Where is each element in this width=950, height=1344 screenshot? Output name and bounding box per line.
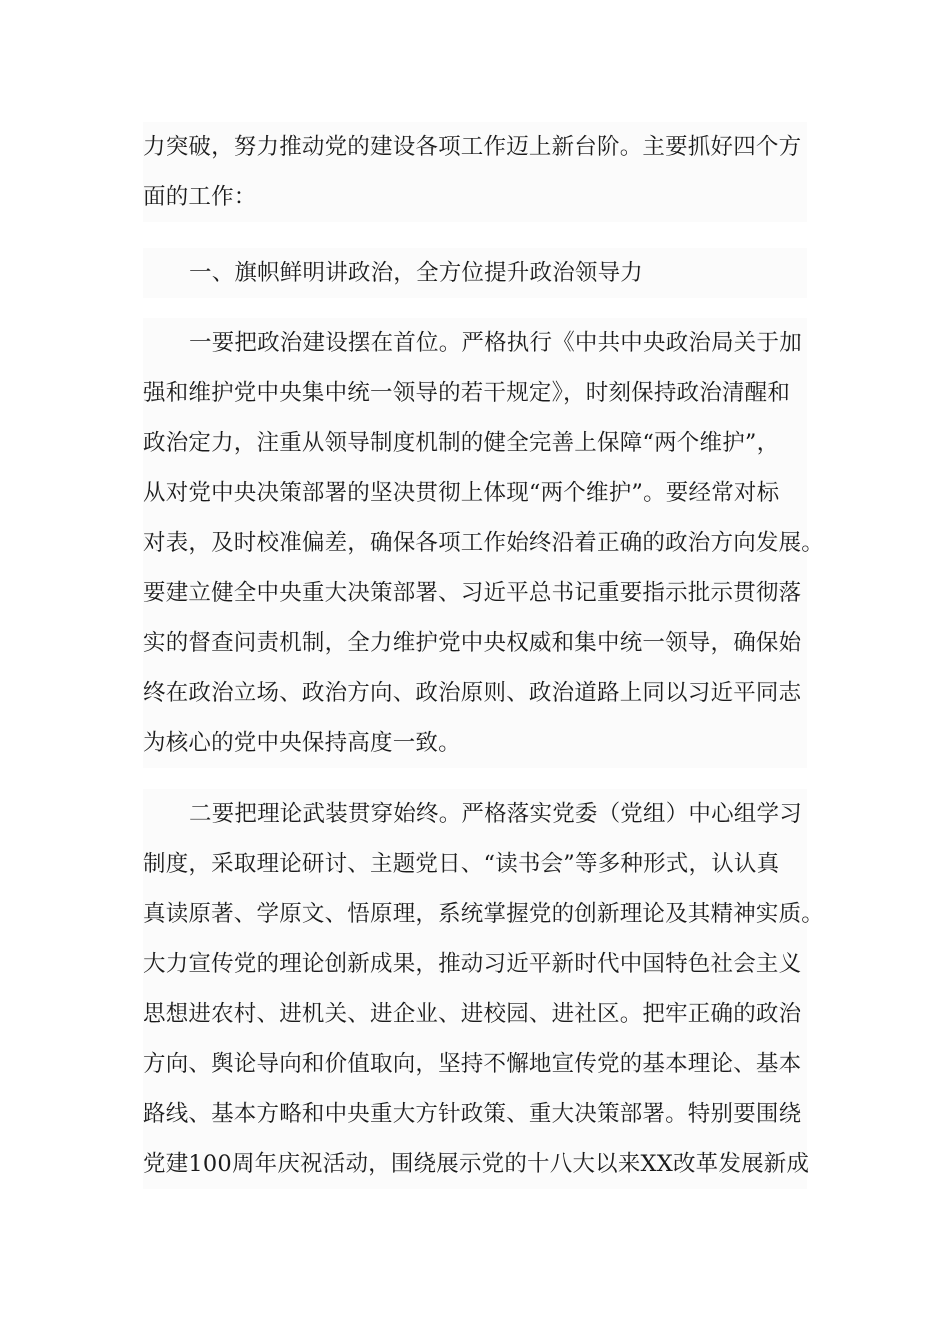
paragraph-political-building [143,318,825,768]
paragraph-line: 为核心的党中央保持高度一致。 [143,730,461,756]
paragraph-line: 方向、舆论导向和价值取向，坚持不懈地宣传党的基本理论、基本 [143,1051,802,1077]
paragraph-line: 思想进农村、进机关、进企业、进校园、进社区。把牢正确的政治 [143,1001,802,1027]
paragraph-theory-arming [143,789,825,1189]
continuation-paragraph [143,122,807,222]
paragraph-line: 党建100周年庆祝活动，围绕展示党的十八大以来XX改革发展新成 [143,1151,810,1177]
paragraph-line: 面的工作： [143,184,257,210]
paragraph-line: 强和维护党中央集中统一领导的若干规定》，时刻保持政治清醒和 [143,380,791,406]
paragraph-line: 政治定力，注重从领导制度机制的健全完善上保障“两个维护”， [143,430,780,456]
section-heading [143,248,807,298]
paragraph-line: 一要把政治建设摆在首位。严格执行《中共中央政治局关于加 [189,330,802,356]
paragraph-line: 从对党中央决策部署的坚决贯彻上体现“两个维护”。要经常对标 [143,480,780,506]
paragraph-line: 制度，采取理论研讨、主题党日、“读书会”等多种形式，认认真 [143,851,780,877]
paragraph-line: 力突破，努力推动党的建设各项工作迈上新台阶。主要抓好四个方 [143,134,802,160]
paragraph-line: 路线、基本方略和中央重大方针政策、重大决策部署。特别要围绕 [143,1101,802,1127]
heading-line: 一、旗帜鲜明讲政治，全方位提升政治领导力 [189,260,644,286]
paragraph-line: 对表，及时校准偏差，确保各项工作始终沿着正确的政治方向发展。 [143,530,825,556]
paragraph-line: 真读原著、学原文、悟原理，系统掌握党的创新理论及其精神实质。 [143,901,825,927]
paragraph-line: 终在政治立场、政治方向、政治原则、政治道路上同以习近平同志 [143,680,802,706]
paragraph-line: 大力宣传党的理论创新成果，推动习近平新时代中国特色社会主义 [143,951,802,977]
paragraph-line: 二要把理论武装贯穿始终。严格落实党委（党组）中心组学习 [189,801,802,827]
paragraph-line: 实的督查问责机制，全力维护党中央权威和集中统一领导，确保始 [143,630,802,656]
paragraph-line: 要建立健全中央重大决策部署、习近平总书记重要指示批示贯彻落 [143,580,802,606]
